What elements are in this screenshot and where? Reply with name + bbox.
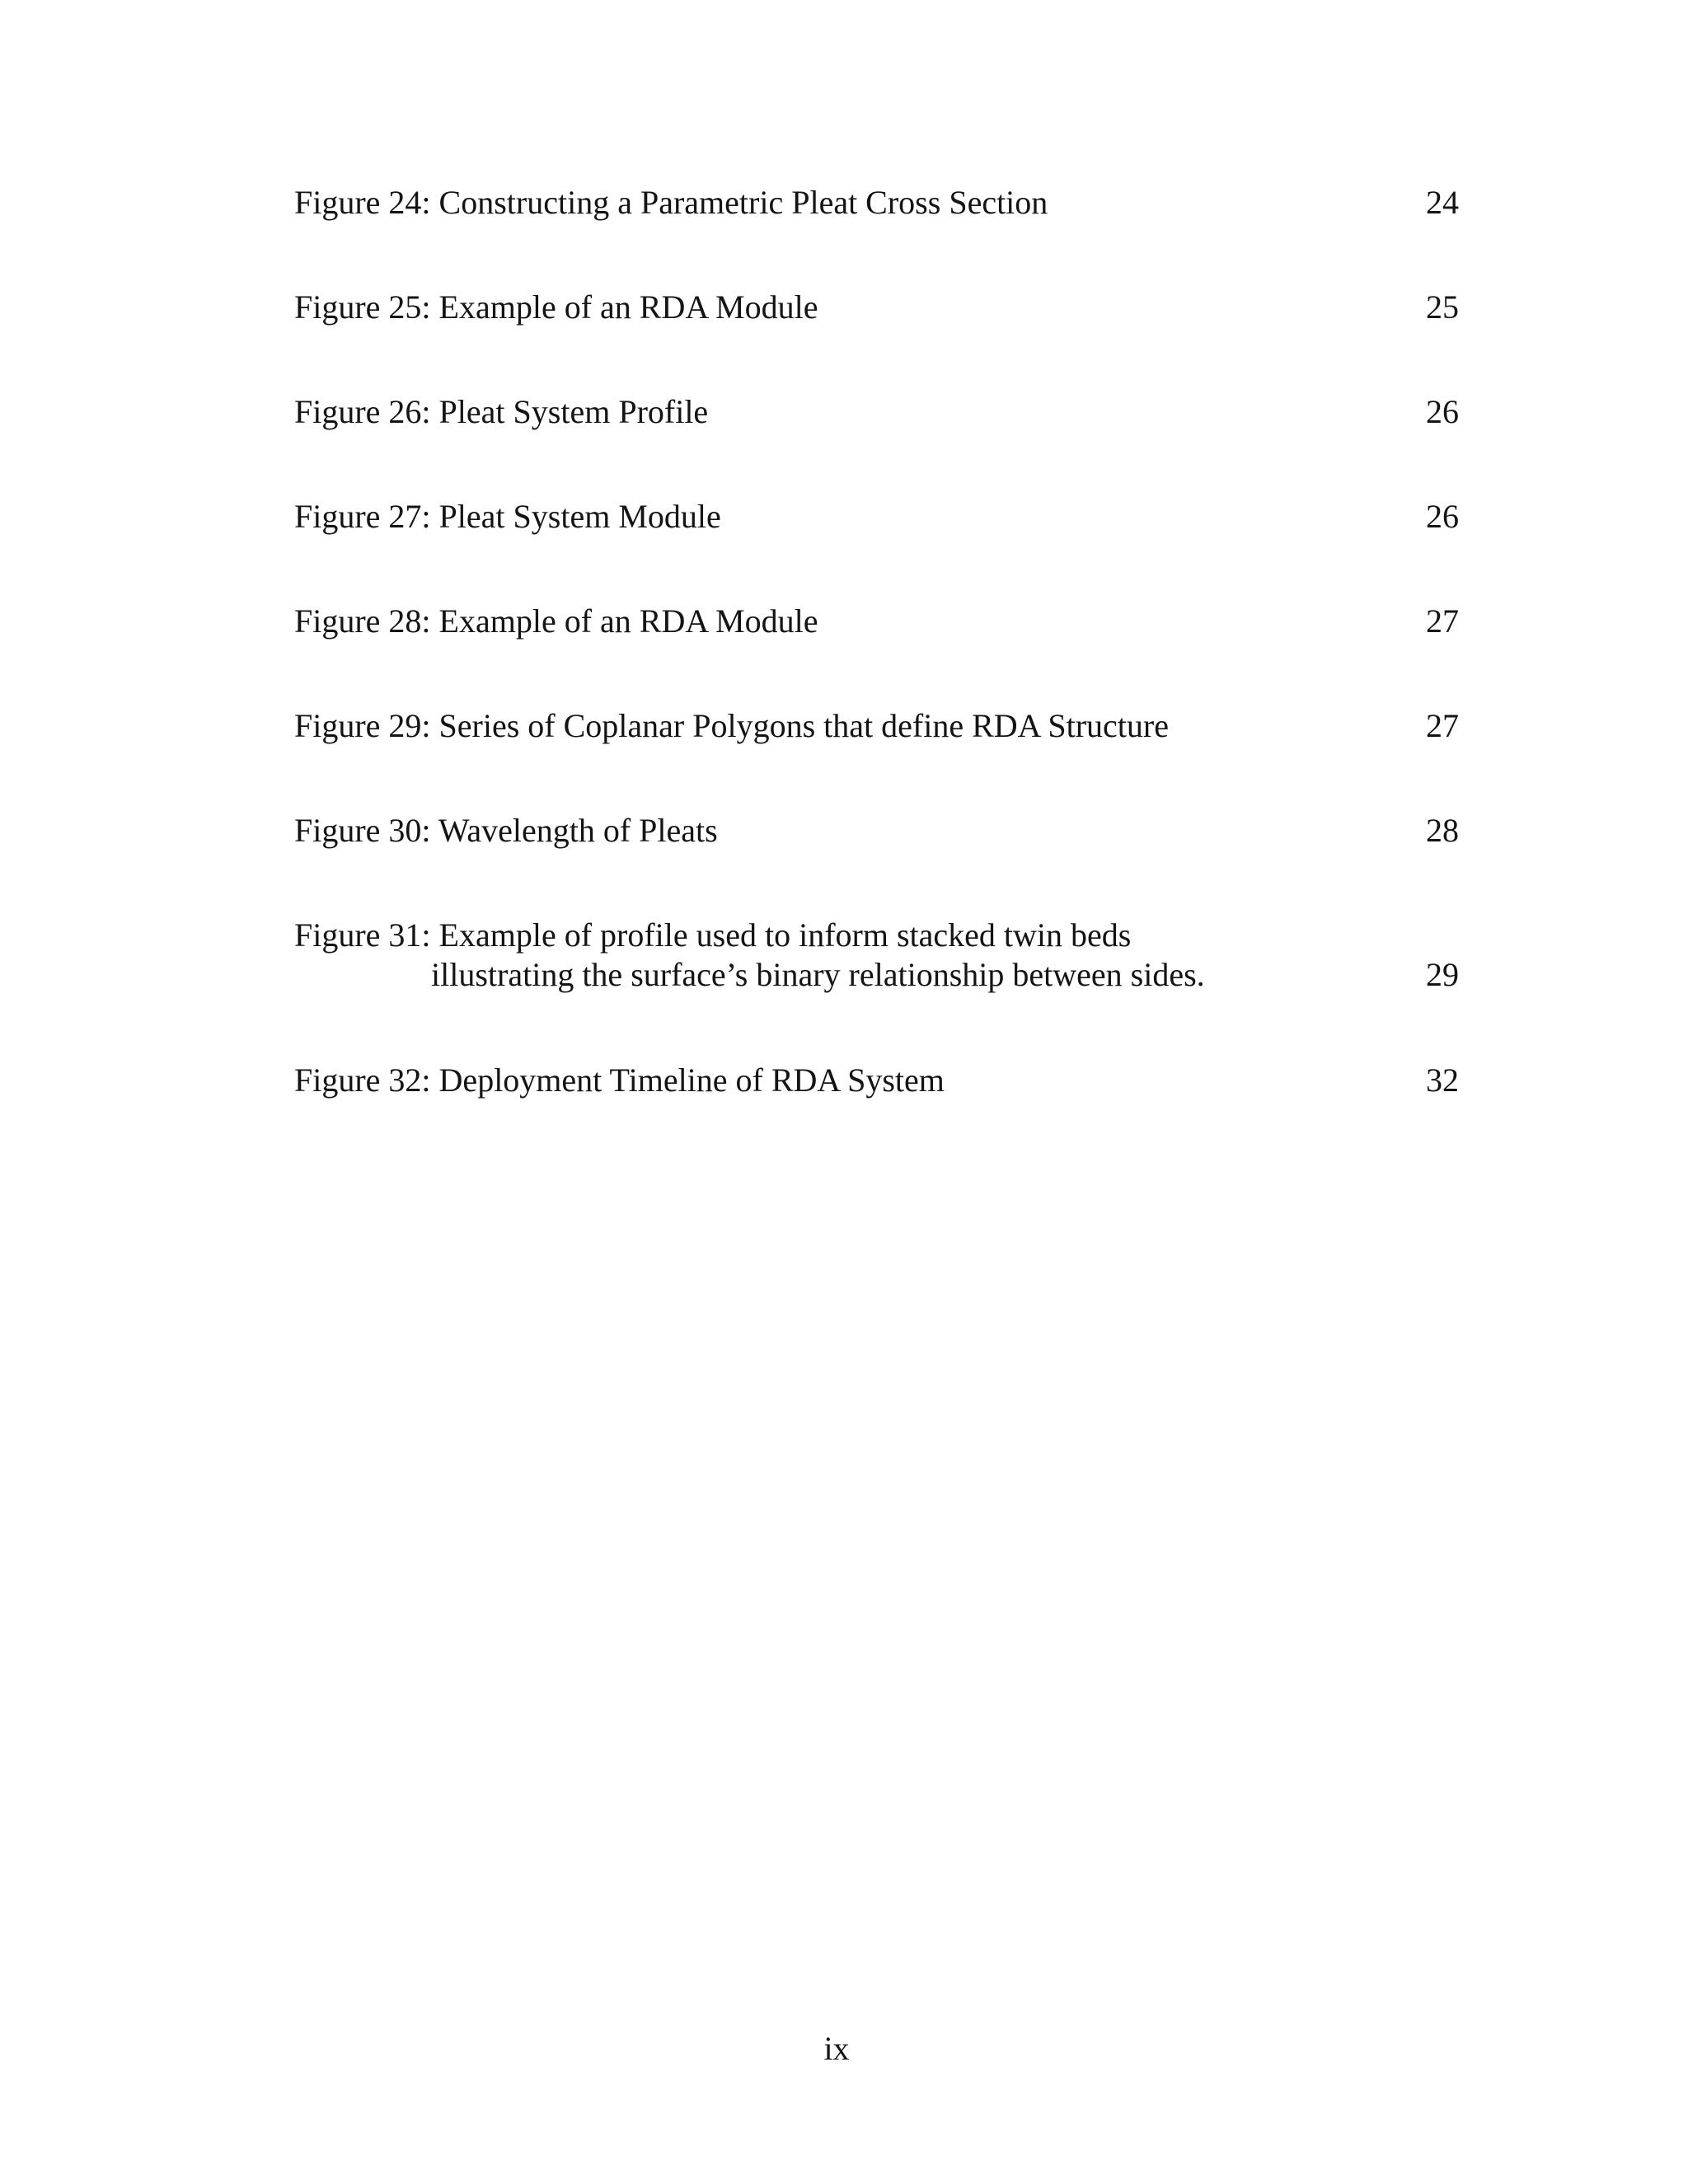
entry-title: Figure 29: Series of Coplanar Polygons that define RDA Structure [294,707,1169,744]
entry-page-number: 27 [1426,707,1459,744]
entry-title: Figure 24: Constructing a Parametric Pleat Cross Section [294,184,1048,221]
entry-page-number: 25 [1426,288,1459,326]
toc-entry-figure-29 [294,706,1459,746]
toc-entry-figure-24 [294,183,1459,223]
entry-title: Figure 26: Pleat System Profile [294,393,709,430]
entry-title: Figure 27: Pleat System Module [294,498,721,535]
toc-entry-figure-30 [294,811,1459,851]
entry-title: Figure 25: Example of an RDA Module [294,288,818,326]
entry-title-line-1: Figure 31: Example of profile used to inform stacked twin beds [294,916,1132,954]
toc-entry-figure-32 [294,1061,1459,1100]
list-of-figures [294,183,1459,1165]
entry-page-number: 26 [1426,498,1459,535]
entry-title: Figure 32: Deployment Timeline of RDA System [294,1062,945,1099]
toc-entry-figure-28 [294,602,1459,641]
toc-entry-figure-25 [294,288,1459,327]
entry-title-line-2: illustrating the surface’s binary relationship between sides. [431,956,1205,993]
toc-entry-figure-27 [294,497,1459,537]
entry-title: Figure 28: Example of an RDA Module [294,602,818,640]
toc-entry-figure-26 [294,392,1459,432]
entry-page-number: 27 [1426,602,1459,640]
entry-page-number: 28 [1426,812,1459,849]
toc-entry-figure-31 [294,916,1459,995]
entry-page-number: 24 [1426,184,1459,221]
footer-page-number: ix [823,2030,850,2067]
entry-page-number: 26 [1426,393,1459,430]
entry-page-number: 32 [1426,1062,1459,1099]
entry-title: Figure 30: Wavelength of Pleats [294,812,718,849]
entry-page-number: 29 [1426,956,1459,993]
